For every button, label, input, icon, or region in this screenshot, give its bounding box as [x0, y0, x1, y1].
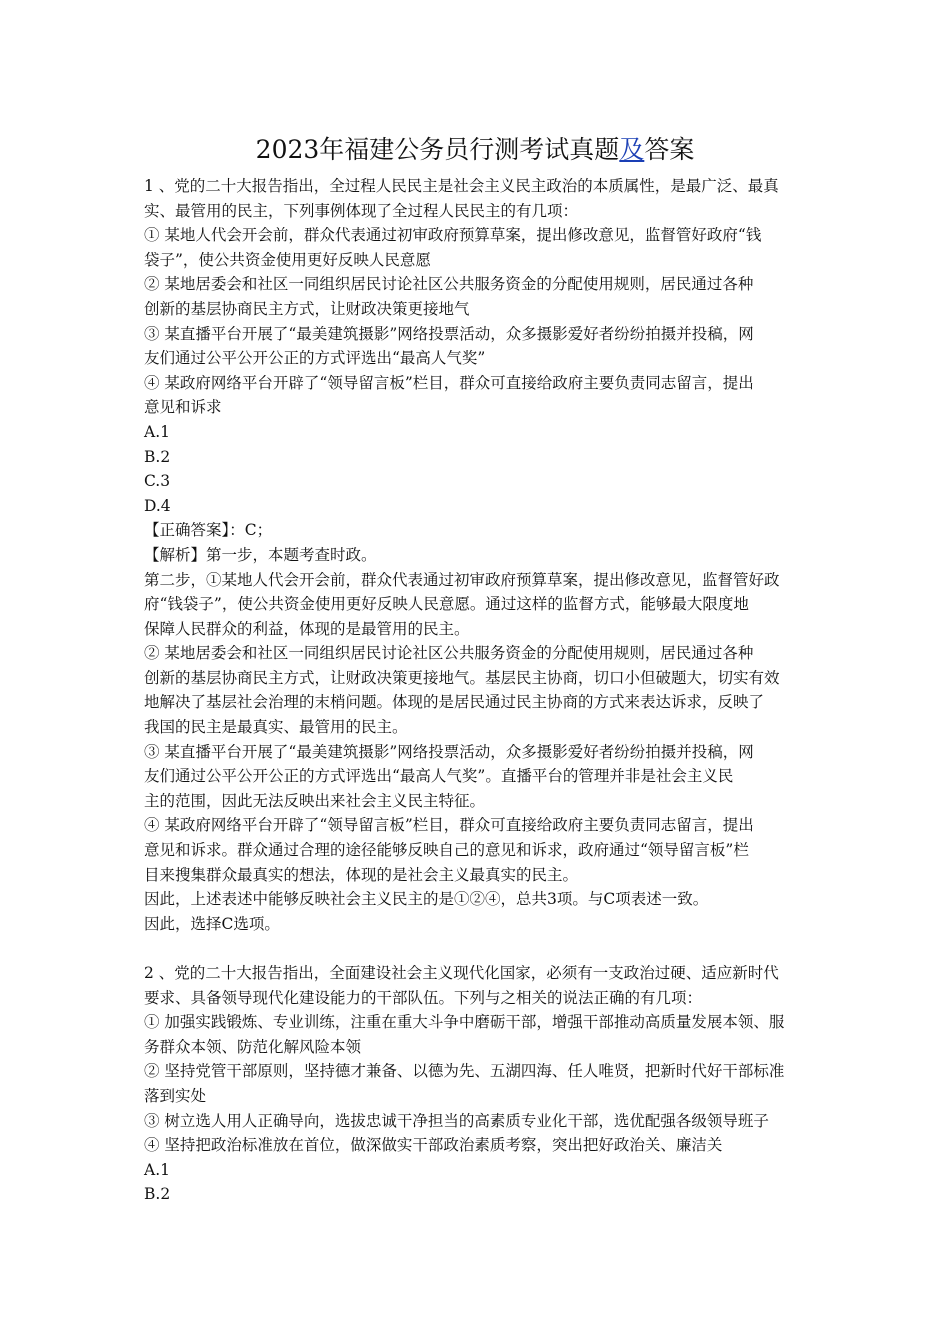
statement-line: 友们通过公平公开公正的方式评选出“最高人气奖”	[144, 349, 486, 368]
analysis-line: ③ 某直播平台开展了“最美建筑摄影”网络投票活动，众多摄影爱好者纷纷拍摄并投稿，网	[144, 742, 754, 761]
analysis-line: 目来搜集群众最真实的想法，体现的是社会主义最真实的民主。	[144, 865, 579, 884]
question-stem-line: 要求、具备领导现代化建设能力的干部队伍。下列与之相关的说法正确的有几项：	[144, 988, 703, 1007]
analysis-line: ④ 某政府网络平台开辟了“领导留言板”栏目，群众可直接给政府主要负责同志留言，提出	[144, 816, 754, 835]
statement-line: 落到实处	[144, 1086, 207, 1105]
analysis-line: 地解决了基层社会治理的末梢问题。体现的是居民通过民主协商的方式来表达诉求，反映了	[144, 693, 765, 712]
analysis-line: 主的范围，因此无法反映出来社会主义民主特征。	[144, 791, 486, 810]
option-a: A.1	[144, 422, 170, 441]
statement-line: 务群众本领、防范化解风险本领	[144, 1037, 362, 1056]
title-suffix: 答案	[644, 135, 695, 164]
statement-line: ② 某地居委会和社区一同组织居民讨论社区公共服务资金的分配使用规则，居民通过各种	[144, 275, 754, 294]
analysis-line: 意见和诉求。群众通过合理的途径能够反映自己的意见和诉求，政府通过“领导留言板”栏	[144, 841, 749, 860]
analysis-line: 府“钱袋子”，使公共资金使用更好反映人民意愿。通过这样的监督方式，能够最大限度地	[144, 595, 749, 614]
statement-line: 创新的基层协商民主方式，让财政决策更接地气	[144, 299, 470, 318]
analysis-line: 【解析】第一步，本题考查时政。	[144, 545, 377, 564]
analysis-line: 我国的民主是最真实、最管用的民主。	[144, 718, 408, 737]
statement-line: ④ 某政府网络平台开辟了“领导留言板”栏目，群众可直接给政府主要负责同志留言，提出	[144, 373, 754, 392]
question-stem-line: 1 、党的二十大报告指出，全过程人民民主是社会主义民主政治的本质属性，是最广泛、最真	[144, 177, 779, 195]
question-2	[144, 961, 810, 1207]
analysis-line: 因此，上述表述中能够反映社会主义民主的是①②④，总共3项。与C项表述一致。	[144, 890, 709, 909]
analysis-line: 因此，选择C选项。	[144, 914, 280, 933]
title-prefix: 2023年福建公务员行测考试真题	[255, 135, 620, 164]
statement-line: ① 加强实践锻炼、专业训练，注重在重大斗争中磨砺干部，增强干部推动高质量发展本领、服	[144, 1013, 785, 1032]
statement-line: 意见和诉求	[144, 398, 222, 417]
statement-line: 袋子”，使公共资金使用更好反映人民意愿	[144, 250, 431, 269]
statement-line: ④ 坚持把政治标准放在首位，做深做实干部政治素质考察，突出把好政治关、廉洁关	[144, 1136, 723, 1155]
question-stem-line: 2 、党的二十大报告指出，全面建设社会主义现代化国家，必须有一支政治过硬、适应新时代	[144, 964, 779, 982]
option-d: D.4	[144, 496, 171, 515]
option-a: A.1	[144, 1160, 170, 1179]
analysis-line: ② 某地居委会和社区一同组织居民讨论社区公共服务资金的分配使用规则，居民通过各种	[144, 644, 754, 663]
statement-line: ② 坚持党管干部原则，坚持德才兼备、以德为先、五湖四海、任人唯贤，把新时代好干部标准	[144, 1062, 785, 1081]
title-link[interactable]: 及	[619, 135, 645, 164]
correct-answer: 【正确答案】：C；	[144, 521, 273, 540]
document-title	[0, 132, 950, 168]
option-b: B.2	[144, 1185, 171, 1204]
question-stem-line: 实、最管用的民主，下列事例体现了全过程人民民主的有几项：	[144, 201, 579, 220]
analysis-line: 第二步，①某地人代会开会前，群众代表通过初审政府预算草案，提出修改意见，监督管好政	[144, 570, 780, 589]
option-c: C.3	[144, 472, 171, 491]
option-b: B.2	[144, 447, 171, 466]
statement-line: ① 某地人代会开会前，群众代表通过初审政府预算草案，提出修改意见，监督管好政府“钱	[144, 226, 762, 245]
document-body	[144, 174, 810, 1207]
analysis-line: 保障人民群众的利益，体现的是最管用的民主。	[144, 619, 470, 638]
analysis-line: 创新的基层协商民主方式，让财政决策更接地气。基层民主协商，切口小但破题大，切实有效	[144, 668, 780, 687]
analysis-line: 友们通过公平公开公正的方式评选出“最高人气奖”。直播平台的管理并非是社会主义民	[144, 767, 734, 786]
statement-line: ③ 树立选人用人正确导向，选拔忠诚干净担当的高素质专业化干部，选优配强各级领导班子	[144, 1111, 769, 1130]
question-separator	[144, 936, 810, 961]
statement-line: ③ 某直播平台开展了“最美建筑摄影”网络投票活动，众多摄影爱好者纷纷拍摄并投稿，网	[144, 324, 754, 343]
question-1	[144, 174, 810, 936]
